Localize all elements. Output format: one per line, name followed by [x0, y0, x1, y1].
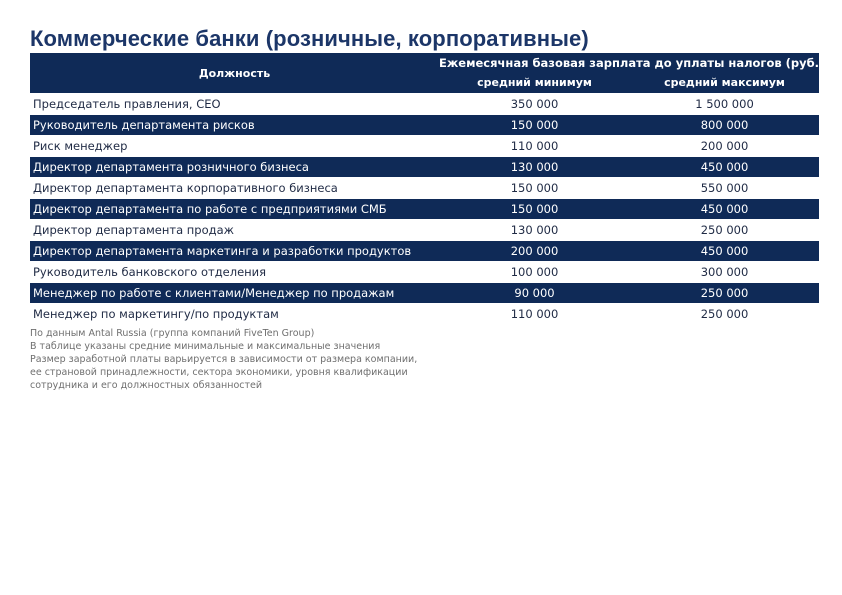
- note-line: Размер заработной платы варьируется в зависимости от размера компании,: [30, 354, 418, 365]
- min-salary-cell: 100 000: [439, 262, 630, 283]
- position-cell: Директор департамента розничного бизнеса: [30, 157, 439, 178]
- max-salary-cell: 800 000: [630, 115, 819, 136]
- column-header-salary-group: Ежемесячная базовая зарплата до уплаты налогов (руб.): [439, 53, 819, 72]
- min-salary-cell: 350 000: [439, 94, 630, 115]
- max-salary-cell: 450 000: [630, 157, 819, 178]
- max-salary-cell: 200 000: [630, 136, 819, 157]
- table-body: [30, 94, 819, 325]
- table-row: [30, 136, 819, 157]
- max-salary-cell: 1 500 000: [630, 94, 819, 115]
- position-cell: Директор департамента корпоративного бизнеса: [30, 178, 439, 199]
- note-line: ее страновой принадлежности, сектора экономики, уровня квалификации: [30, 367, 408, 378]
- table-row: [30, 199, 819, 220]
- note-line: сотрудника и его должностных обязанностей: [30, 380, 263, 391]
- min-salary-cell: 150 000: [439, 115, 630, 136]
- note-line: По данным Antal Russia (группа компаний FiveTen Group): [30, 328, 315, 339]
- page-title: Коммерческие банки (розничные, корпоративные): [30, 26, 589, 51]
- min-salary-cell: 200 000: [439, 241, 630, 262]
- position-cell: Руководитель банковского отделения: [30, 262, 439, 283]
- position-cell: Риск менеджер: [30, 136, 439, 157]
- position-cell: Менеджер по работе с клиентами/Менеджер по продажам: [30, 283, 439, 304]
- note-line: В таблице указаны средние минимальные и максимальные значения: [30, 341, 381, 352]
- max-salary-cell: 300 000: [630, 262, 819, 283]
- max-salary-cell: 550 000: [630, 178, 819, 199]
- table-row: [30, 94, 819, 115]
- position-cell: Директор департамента маркетинга и разработки продуктов: [30, 241, 439, 262]
- min-salary-cell: 150 000: [439, 199, 630, 220]
- position-cell: Руководитель департамента рисков: [30, 115, 439, 136]
- position-cell: Директор департамента по работе с предприятиями СМБ: [30, 199, 439, 220]
- position-cell: Председатель правления, CEO: [30, 94, 439, 115]
- max-salary-cell: 450 000: [630, 199, 819, 220]
- table-row: [30, 115, 819, 136]
- table-row: [30, 262, 819, 283]
- max-salary-cell: 250 000: [630, 283, 819, 304]
- position-cell: Директор департамента продаж: [30, 220, 439, 241]
- table-row: [30, 304, 819, 325]
- max-salary-cell: 250 000: [630, 304, 819, 325]
- column-header-position: Должность: [30, 53, 439, 94]
- min-salary-cell: 90 000: [439, 283, 630, 304]
- source-notes: [30, 327, 417, 392]
- table-row: [30, 157, 819, 178]
- table-row: [30, 241, 819, 262]
- min-salary-cell: 110 000: [439, 136, 630, 157]
- table-row: [30, 283, 819, 304]
- column-header-min: средний минимум: [439, 72, 630, 94]
- min-salary-cell: 130 000: [439, 220, 630, 241]
- table-row: [30, 220, 819, 241]
- table-header: [30, 53, 825, 94]
- position-cell: Менеджер по маркетингу/по продуктам: [30, 304, 439, 325]
- max-salary-cell: 450 000: [630, 241, 819, 262]
- min-salary-cell: 150 000: [439, 178, 630, 199]
- table-row: [30, 178, 819, 199]
- salary-table: [30, 53, 825, 324]
- min-salary-cell: 110 000: [439, 304, 630, 325]
- min-salary-cell: 130 000: [439, 157, 630, 178]
- max-salary-cell: 250 000: [630, 220, 819, 241]
- column-header-max: средний максимум: [630, 72, 819, 94]
